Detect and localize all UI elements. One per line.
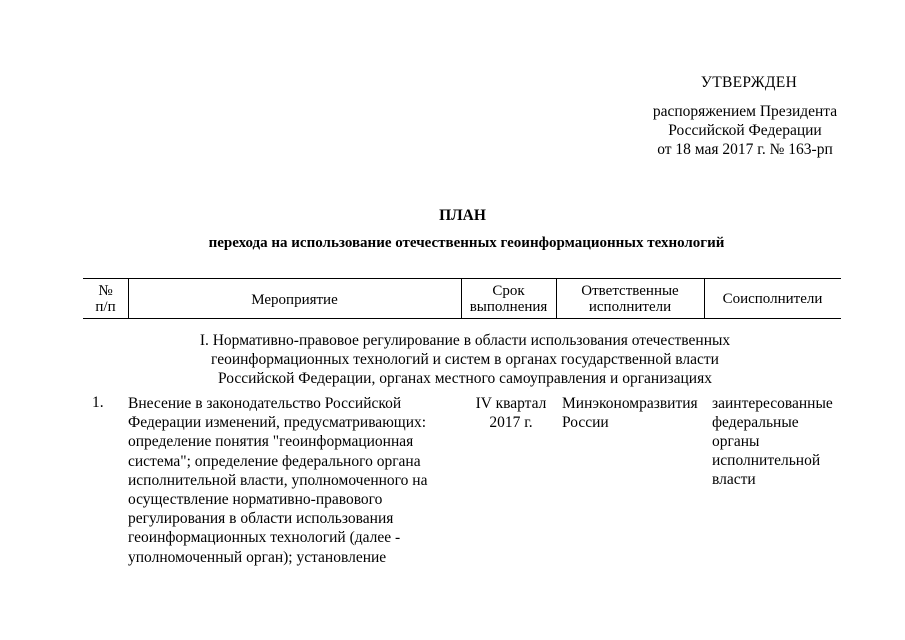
header-term	[461, 279, 556, 318]
term-line-1: IV квартал	[475, 395, 547, 412]
event-line: система"; определение федерального органа	[128, 452, 421, 470]
header-term-line1: Срок	[492, 282, 525, 299]
event-line: Внесение в законодательство Российской	[128, 395, 402, 412]
row-event	[128, 394, 448, 567]
approval-title: УТВЕРЖДЕН	[700, 74, 798, 91]
section-line-1: I. Нормативно-правовое регулирование в области использования отечественных	[199, 332, 731, 349]
approval-line-1: распоряжением Президента	[652, 103, 838, 120]
section-line-2: геоинформационных технологий и систем в органах государственной власти	[211, 351, 719, 368]
header-num-line2: п/п	[95, 298, 116, 315]
event-line: геоинформационных технологий (далее -	[128, 529, 401, 547]
co-line: федеральные	[712, 414, 799, 431]
header-resp-line2: исполнители	[588, 298, 672, 315]
row-coexecutors	[712, 394, 833, 489]
event-line: определение понятия "геоинформационная	[128, 433, 414, 451]
header-resp-line1: Ответственные	[581, 282, 679, 299]
section-line-3: Российской Федерации, органах местного самоуправления и организациях	[217, 370, 712, 387]
header-num-line1: №	[98, 282, 113, 299]
row-number: 1.	[92, 394, 104, 411]
co-line: власти	[712, 471, 756, 488]
header-num	[83, 279, 128, 318]
event-line: осуществление нормативно-правового	[128, 491, 383, 509]
event-line: регулирования в области использования	[128, 510, 394, 528]
header-term-line2: выполнения	[469, 298, 548, 315]
header-event: Мероприятие	[251, 291, 338, 308]
resp-line-2: России	[562, 414, 609, 431]
header-co: Соисполнители	[722, 290, 823, 307]
header-resp	[556, 279, 704, 318]
resp-line-1: Минэкономразвития	[562, 395, 698, 412]
term-line-2: 2017 г.	[489, 414, 533, 431]
event-line: Федерации изменений, предусматривающих:	[128, 414, 427, 432]
approval-block	[630, 73, 860, 159]
approval-line-3: от 18 мая 2017 г. № 163-рп	[657, 141, 833, 158]
row-responsible	[562, 394, 698, 432]
plan-subtitle: перехода на использование отечественных геоинформационных технологий	[208, 235, 725, 251]
event-line: уполномоченный орган); установление	[128, 548, 387, 566]
section-heading	[140, 331, 790, 388]
row-term	[466, 394, 556, 432]
table-header	[83, 278, 841, 319]
co-line: заинтересованные	[712, 395, 833, 412]
co-line: органы	[712, 433, 760, 450]
approval-line-2: Российской Федерации	[668, 122, 822, 139]
plan-title: ПЛАН	[439, 207, 486, 224]
co-line: исполнительной	[712, 452, 821, 469]
event-line: исполнительной власти, уполномоченного на	[128, 471, 428, 489]
